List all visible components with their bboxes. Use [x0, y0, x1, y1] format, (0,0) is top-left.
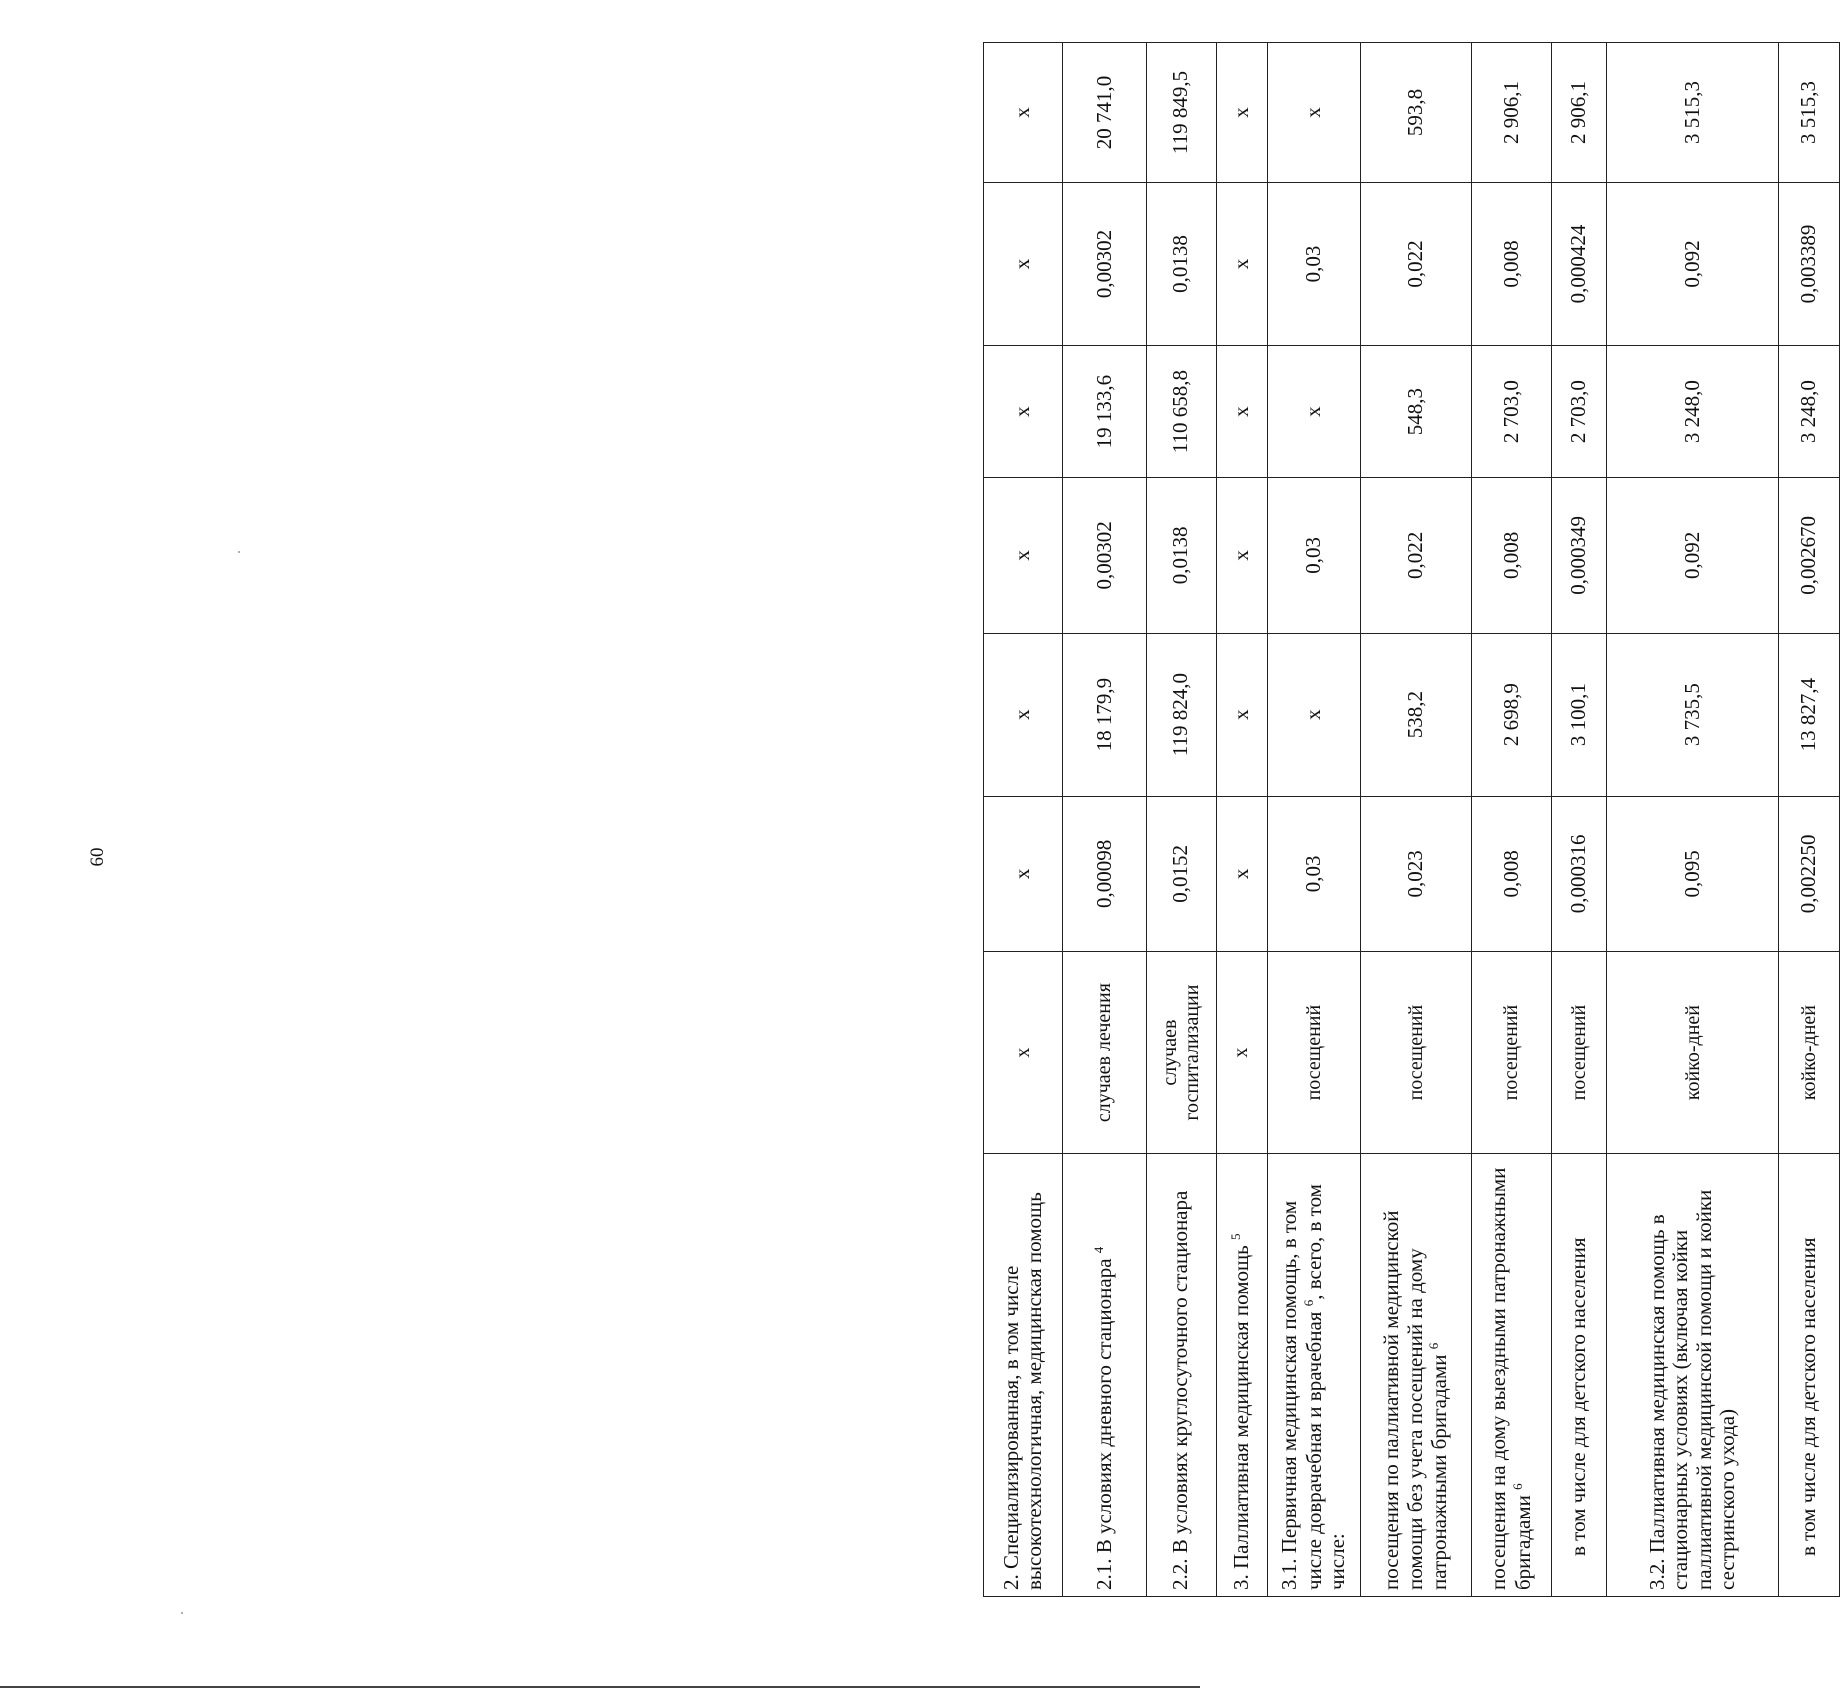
value-cell: х	[1216, 796, 1267, 951]
value-cell: 0,022	[1360, 478, 1472, 633]
footnote-mark: 6	[1300, 1299, 1316, 1307]
table-row	[984, 43, 1063, 1597]
value-cell: х	[1216, 182, 1267, 345]
page-bottom-rule	[0, 1686, 1200, 1688]
value-cell: 0,092	[1607, 182, 1779, 345]
value-cell: 2 703,0	[1472, 346, 1551, 478]
value-cell: 0,008	[1472, 478, 1551, 633]
scan-speck	[238, 551, 240, 553]
unit-cell: посещений	[1360, 952, 1472, 1154]
value-cell: 13 827,4	[1779, 633, 1840, 796]
footnote-mark: 6	[1509, 1483, 1525, 1490]
table-row	[1063, 43, 1147, 1597]
table-row	[1146, 43, 1216, 1597]
medical-care-norms-table	[983, 42, 1840, 1597]
row-description: посещения по паллиативной медицинской помощи без учета посещений на дому патронажными бригадами $^6$	[1360, 1154, 1472, 1597]
value-cell: х	[984, 182, 1063, 345]
value-cell: х	[1216, 43, 1267, 183]
footnote-mark: 5	[1228, 1233, 1244, 1241]
value-cell: х	[1216, 633, 1267, 796]
value-cell: х	[1216, 478, 1267, 633]
footnote-mark: 4	[1091, 1246, 1107, 1254]
row-description: 2.2. В условиях круглосуточного стационара	[1146, 1154, 1216, 1597]
unit-cell: койко-дней	[1779, 952, 1840, 1154]
unit-cell: посещений	[1472, 952, 1551, 1154]
table-row	[1216, 43, 1267, 1597]
scan-speck	[181, 1612, 183, 1614]
value-cell: 0,023	[1360, 796, 1472, 951]
value-cell: 19 133,6	[1063, 346, 1147, 478]
unit-cell: х	[984, 952, 1063, 1154]
row-description: в том числе для детского населения	[1779, 1154, 1840, 1597]
value-cell: 0,00302	[1063, 182, 1147, 345]
value-cell: 0,003389	[1779, 182, 1840, 345]
value-cell: 538,2	[1360, 633, 1472, 796]
value-cell: 0,0152	[1146, 796, 1216, 951]
unit-cell: посещений	[1551, 952, 1607, 1154]
value-cell: 0,002670	[1779, 478, 1840, 633]
value-cell: 0,03	[1267, 796, 1360, 951]
value-cell: х	[984, 346, 1063, 478]
value-cell: 3 248,0	[1607, 346, 1779, 478]
value-cell: х	[1267, 633, 1360, 796]
value-cell: 0,000316	[1551, 796, 1607, 951]
unit-cell: посещений	[1267, 952, 1360, 1154]
value-cell: х	[984, 478, 1063, 633]
value-cell: 0,002250	[1779, 796, 1840, 951]
unit-cell: случаев госпитализации	[1146, 952, 1216, 1154]
row-description: в том числе для детского населения	[1551, 1154, 1607, 1597]
row-description: 2. Специализированная, в том числе высокотехнологичная, медицинская помощь	[984, 1154, 1063, 1597]
table-row	[1472, 43, 1551, 1597]
value-cell: 119 824,0	[1146, 633, 1216, 796]
rotated-table-container	[983, 42, 1840, 1597]
value-cell: 3 100,1	[1551, 633, 1607, 796]
value-cell: 110 658,8	[1146, 346, 1216, 478]
value-cell: 3 735,5	[1607, 633, 1779, 796]
value-cell: 20 741,0	[1063, 43, 1147, 183]
value-cell: 18 179,9	[1063, 633, 1147, 796]
table-row	[1607, 43, 1779, 1597]
value-cell: х	[1267, 346, 1360, 478]
value-cell: х	[984, 796, 1063, 951]
value-cell: 2 906,1	[1551, 43, 1607, 183]
value-cell: 2 703,0	[1551, 346, 1607, 478]
page-number: 60	[87, 847, 108, 867]
row-description: 3. Паллиативная медицинская помощь $^5$	[1216, 1154, 1267, 1597]
row-description: 3.2. Паллиативная медицинская помощь в стационарных условиях (включая койки паллиативной медицинской помощи и койки сестринского ухода)	[1607, 1154, 1779, 1597]
value-cell: 593,8	[1360, 43, 1472, 183]
value-cell: 3 515,3	[1779, 43, 1840, 183]
value-cell: 0,0138	[1146, 478, 1216, 633]
value-cell: 2 698,9	[1472, 633, 1551, 796]
row-description: 2.1. В условиях дневного стационара $^4$	[1063, 1154, 1147, 1597]
value-cell: 0,095	[1607, 796, 1779, 951]
value-cell: х	[984, 43, 1063, 183]
value-cell: 0,022	[1360, 182, 1472, 345]
unit-cell: случаев лечения	[1063, 952, 1147, 1154]
value-cell: 0,000349	[1551, 478, 1607, 633]
value-cell: 2 906,1	[1472, 43, 1551, 183]
value-cell: 0,000424	[1551, 182, 1607, 345]
value-cell: 548,3	[1360, 346, 1472, 478]
value-cell: 0,03	[1267, 182, 1360, 345]
table-row	[1779, 43, 1840, 1597]
value-cell: 0,008	[1472, 182, 1551, 345]
value-cell: 3 248,0	[1779, 346, 1840, 478]
table-row	[1551, 43, 1607, 1597]
row-description: посещения на дому выездными патронажными бригадами $^6$	[1472, 1154, 1551, 1597]
unit-cell: х	[1216, 952, 1267, 1154]
value-cell: х	[1267, 43, 1360, 183]
row-description: 3.1. Первичная медицинская помощь, в том числе доврачебная и врачебная $^6$, всего, в том числе:	[1267, 1154, 1360, 1597]
unit-cell: койко-дней	[1607, 952, 1779, 1154]
value-cell: 3 515,3	[1607, 43, 1779, 183]
table-row	[1267, 43, 1360, 1597]
value-cell: 0,0138	[1146, 182, 1216, 345]
value-cell: 0,092	[1607, 478, 1779, 633]
value-cell: х	[1216, 346, 1267, 478]
value-cell: 0,03	[1267, 478, 1360, 633]
value-cell: х	[984, 633, 1063, 796]
footnote-mark: 6	[1426, 1342, 1442, 1350]
value-cell: 119 849,5	[1146, 43, 1216, 183]
value-cell: 0,00302	[1063, 478, 1147, 633]
value-cell: 0,00098	[1063, 796, 1147, 951]
table-row	[1360, 43, 1472, 1597]
value-cell: 0,008	[1472, 796, 1551, 951]
